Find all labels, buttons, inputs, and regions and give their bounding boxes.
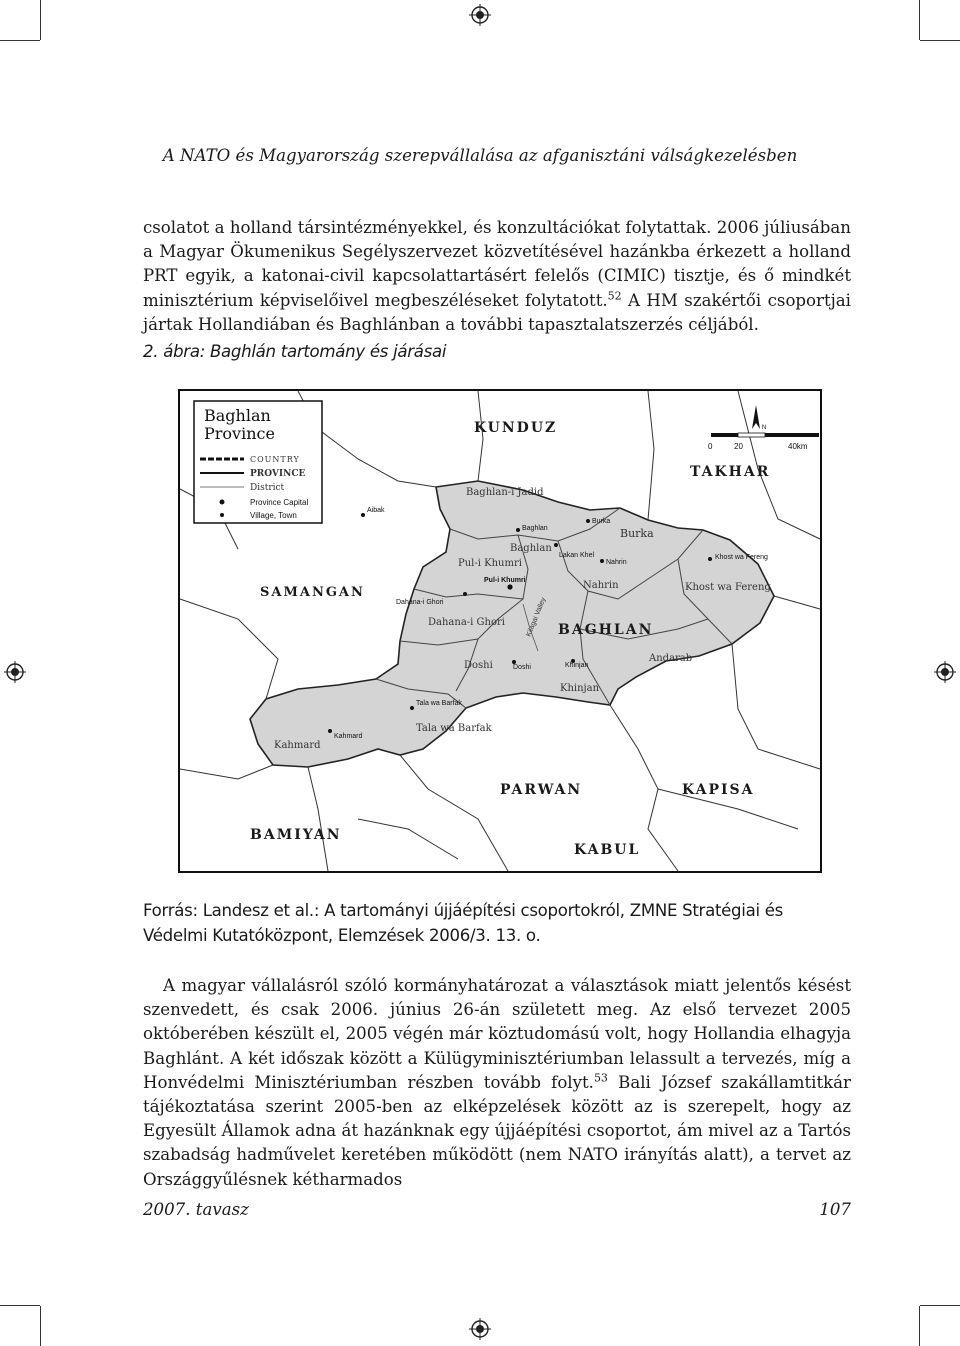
scale-label: 0 [708,442,713,451]
town-label: Burka [592,518,611,525]
crop-mark [0,1305,40,1306]
paragraph-2 [143,974,851,1192]
paragraph-text: A HM szakértői csoportjai jártak Hollandiában és Baghlánban a további tapasztalatszerzés céljából. [143,290,851,334]
district-label: Pul-i Khumri [458,558,522,569]
paragraph-1 [143,216,851,337]
map-legend [194,401,322,523]
river-label: Kilagai Valley [525,596,548,638]
scale-label: 20 [734,442,743,451]
province-label: TAKHAR [690,464,771,480]
scale-label: 40km [788,442,808,451]
north-label: N [762,425,767,431]
registration-mark-icon [4,661,26,683]
page-number: 107 [819,1200,851,1219]
province-label: BAGHLAN [558,622,654,638]
province-label: PARWAN [500,782,583,798]
district-label: Burka [620,527,654,540]
district-label: Kahmard [274,740,321,751]
crop-mark [919,0,920,40]
town-label: Kahmard [334,733,363,740]
district-label: Baghlan [510,543,552,554]
legend-country: COUNTRY [250,455,300,464]
registration-mark-icon [469,1318,491,1340]
district-label: Khinjan [560,683,600,694]
town-dot-icon [220,513,224,517]
crop-mark [40,0,41,40]
legend-province: PROVINCE [250,469,306,479]
district-label: Khost wa Fereng [685,582,771,593]
town-label: Tala wa Barfak [416,700,462,707]
town-label: Dahana-i Ghori [396,599,444,606]
province-label: KABUL [574,842,641,858]
town-label: Lakan Khel [559,552,595,559]
footnote-ref[interactable]: 53 [593,1071,608,1085]
paragraph-text: csolatot a holland társintézményekkel, és konzultációkat folytattak. 2006 júliusában a Magyar Ökumenikus Segélyszervezet közvetítésével hazánkba érkezett a holland PRT egyik, a katonai-civil kapcsolattartásért felelős (CIMIC) tisztje, és ő mindkét minisztérium képviselőivel megbeszéléseket folytatott. [143,218,851,310]
province-label: KAPISA [682,782,755,798]
province-label: BAMIYAN [250,827,342,843]
province-label: KUNDUZ [474,420,558,436]
crop-mark [40,1306,41,1346]
district-label: Dahana-i Ghori [428,617,505,628]
town-label: Pul-i Khumri [484,577,526,584]
district-label: Andarab [649,653,693,664]
district-label: Nahrin [583,580,619,591]
legend-title: Province [204,424,275,443]
capital-dot-icon [220,500,225,505]
crop-mark [919,1306,920,1346]
legend-capital: Province Capital [250,498,309,507]
paragraph-text: A magyar vállalásról szóló kormányhatározat a választások miatt jelentős késést szenvedett, és csak 2006. június 26-án született meg. Az első tervezet 2005 októberében készült el, 2005 végén már köztudomású volt, hogy Hollandia elhagyja Baghlánt. A két időszak között a Külügyminisztériumban lelassult a tervezés, míg a Honvédelmi Minisztériumban részben tovább folyt. [143,976,851,1092]
district-label: Baghlan-i Jadid [466,487,544,498]
district-label: Doshi [464,660,493,671]
legend-district: District [250,483,285,493]
running-header: A NATO és Magyarország szerepvállalása az afganisztáni válságkezelésben [162,146,798,165]
baghlan-province-map [178,389,822,873]
town-label: Khost wa Fereng [715,554,768,561]
district-label: Tala wa Barfak [416,723,492,734]
footnote-ref[interactable]: 52 [607,289,622,303]
figure-source: Forrás: Landesz et al.: A tartományi újjáépítési csoportokról, ZMNE Stratégiai és Védelmi Kutatóközpont, Elemzések 2006/3. 13. o. [143,901,784,945]
crop-mark [920,1305,960,1306]
figure-caption: 2. ábra: Baghlán tartomány és járásai [143,342,447,361]
town-label: Baghlan [522,525,548,532]
legend-title: Baghlan [204,406,271,425]
footer-issue: 2007. tavasz [143,1200,249,1219]
registration-mark-icon [469,4,491,26]
town-label: Doshi [513,664,531,671]
registration-mark-icon [934,661,956,683]
province-label: SAMANGAN [260,585,365,600]
paragraph-text: Bali József szakállamtitkár tájékoztatása szerint 2005-ben az elképzelések között az is szerepelt, hogy az Egyesült Államok adna át hazánknak egy újjáépítési csoportot, ám mivel az a Tartós szabadság hadművelet keretében működött (nem NATO irányítás alatt), a tervet az Országgyűlésnek kétharmados [143,1072,851,1189]
town-label: Aibak [367,507,385,514]
crop-mark [0,40,40,41]
legend-town: Village, Town [250,511,297,520]
crop-mark [920,40,960,41]
town-label: Khinjan [565,662,589,669]
town-label: Nahrin [606,559,627,566]
